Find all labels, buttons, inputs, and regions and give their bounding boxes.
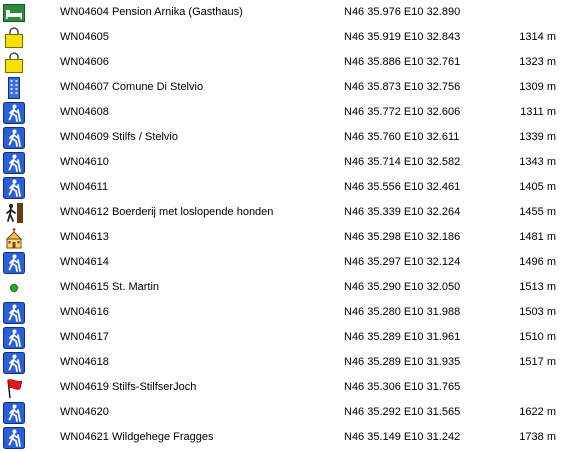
hiker-icon <box>3 102 25 124</box>
waypoint-name: WN04615 St. Martin <box>60 281 160 293</box>
green-dot-icon <box>3 277 25 299</box>
waypoint-elevation: 1339 m <box>519 131 556 143</box>
waypoint-coordinates: N46 35.149 E10 31.242 <box>344 431 461 443</box>
waypoint-coordinates: N46 35.292 E10 31.565 <box>344 406 461 418</box>
waypoint-elevation: 1455 m <box>519 206 556 218</box>
waypoint-elevation: 1311 m <box>520 106 556 118</box>
waypoint-name: WN04618 <box>60 356 109 368</box>
hiker-icon <box>3 352 25 374</box>
waypoint-row[interactable] <box>0 350 561 375</box>
hiker-icon <box>3 402 25 424</box>
waypoint-coordinates: N46 35.714 E10 32.582 <box>344 156 461 168</box>
hiker-icon <box>3 177 25 199</box>
waypoint-coordinates: N46 35.289 E10 31.935 <box>344 356 461 368</box>
waypoint-row[interactable] <box>0 75 561 100</box>
waypoint-name: WN04610 <box>60 156 109 168</box>
hiker-icon <box>3 327 25 349</box>
waypoint-elevation: 1622 m <box>519 406 556 418</box>
church-icon <box>3 227 25 249</box>
waypoint-coordinates: N46 35.873 E10 32.756 <box>344 81 461 93</box>
waypoint-name: WN04620 <box>60 406 109 418</box>
waypoint-name: WN04614 <box>60 256 109 268</box>
waypoint-row[interactable] <box>0 100 561 125</box>
lodging-icon <box>3 2 25 24</box>
waypoint-elevation: 1738 m <box>519 431 556 443</box>
waypoint-elevation: 1513 m <box>519 281 556 293</box>
waypoint-row[interactable] <box>0 275 561 300</box>
waypoint-row[interactable] <box>0 175 561 200</box>
waypoint-row[interactable] <box>0 25 561 50</box>
waypoint-row[interactable] <box>0 300 561 325</box>
waypoint-elevation: 1309 m <box>519 81 556 93</box>
waypoint-name: WN04604 Pension Arnika (Gasthaus) <box>60 6 243 18</box>
waypoint-coordinates: N46 35.556 E10 32.461 <box>344 181 461 193</box>
waypoint-row[interactable] <box>0 425 561 450</box>
waypoint-name: WN04619 Stilfs-StilfserJoch <box>60 381 197 393</box>
hiker-icon <box>3 252 25 274</box>
waypoint-row[interactable] <box>0 0 561 25</box>
waypoint-name: WN04612 Boerderij met loslopende honden <box>60 206 274 218</box>
building-icon <box>3 77 25 99</box>
dog-walker-icon <box>3 202 25 224</box>
red-flag-icon <box>3 377 25 399</box>
waypoint-elevation: 1405 m <box>519 181 556 193</box>
waypoint-coordinates: N46 35.298 E10 32.186 <box>344 231 461 243</box>
shopping-bag-icon <box>3 27 25 49</box>
waypoint-name: WN04605 <box>60 31 109 43</box>
hiker-icon <box>3 427 25 449</box>
waypoint-row[interactable] <box>0 125 561 150</box>
hiker-icon <box>3 127 25 149</box>
waypoint-elevation: 1314 m <box>519 31 556 43</box>
waypoint-row[interactable] <box>0 200 561 225</box>
waypoint-row[interactable] <box>0 325 561 350</box>
waypoint-elevation: 1503 m <box>519 306 556 318</box>
waypoint-row[interactable] <box>0 225 561 250</box>
waypoint-coordinates: N46 35.976 E10 32.890 <box>344 6 461 18</box>
waypoint-elevation: 1481 m <box>519 231 556 243</box>
waypoint-elevation: 1496 m <box>519 256 556 268</box>
waypoint-name: WN04611 <box>60 181 109 193</box>
waypoint-coordinates: N46 35.290 E10 32.050 <box>344 281 461 293</box>
hiker-icon <box>3 302 25 324</box>
waypoint-coordinates: N46 35.760 E10 32.611 <box>344 131 460 143</box>
waypoint-name: WN04621 Wildgehege Fragges <box>60 431 214 443</box>
waypoint-elevation: 1510 m <box>519 331 556 343</box>
waypoint-coordinates: N46 35.919 E10 32.843 <box>344 31 461 43</box>
waypoint-name: WN04609 Stilfs / Stelvio <box>60 131 178 143</box>
waypoint-row[interactable] <box>0 400 561 425</box>
waypoint-row[interactable] <box>0 50 561 75</box>
waypoint-coordinates: N46 35.280 E10 31.988 <box>344 306 461 318</box>
waypoint-coordinates: N46 35.297 E10 32.124 <box>344 256 461 268</box>
waypoint-elevation: 1343 m <box>519 156 556 168</box>
waypoint-elevation: 1517 m <box>519 356 556 368</box>
waypoint-name: WN04608 <box>60 106 109 118</box>
waypoint-coordinates: N46 35.339 E10 32.264 <box>344 206 461 218</box>
waypoint-name: WN04616 <box>60 306 109 318</box>
hiker-icon <box>3 152 25 174</box>
waypoint-coordinates: N46 35.886 E10 32.761 <box>344 56 461 68</box>
waypoint-name: WN04607 Comune Di Stelvio <box>60 81 204 93</box>
waypoint-name: WN04617 <box>60 331 109 343</box>
waypoint-coordinates: N46 35.306 E10 31.765 <box>344 381 461 393</box>
waypoint-row[interactable] <box>0 150 561 175</box>
waypoint-row[interactable] <box>0 375 561 400</box>
waypoint-coordinates: N46 35.772 E10 32.606 <box>344 106 461 118</box>
waypoint-elevation: 1323 m <box>519 56 556 68</box>
waypoint-row[interactable] <box>0 250 561 275</box>
waypoint-name: WN04606 <box>60 56 109 68</box>
waypoint-coordinates: N46 35.289 E10 31.961 <box>344 331 461 343</box>
shopping-bag-icon <box>3 52 25 74</box>
waypoint-name: WN04613 <box>60 231 109 243</box>
